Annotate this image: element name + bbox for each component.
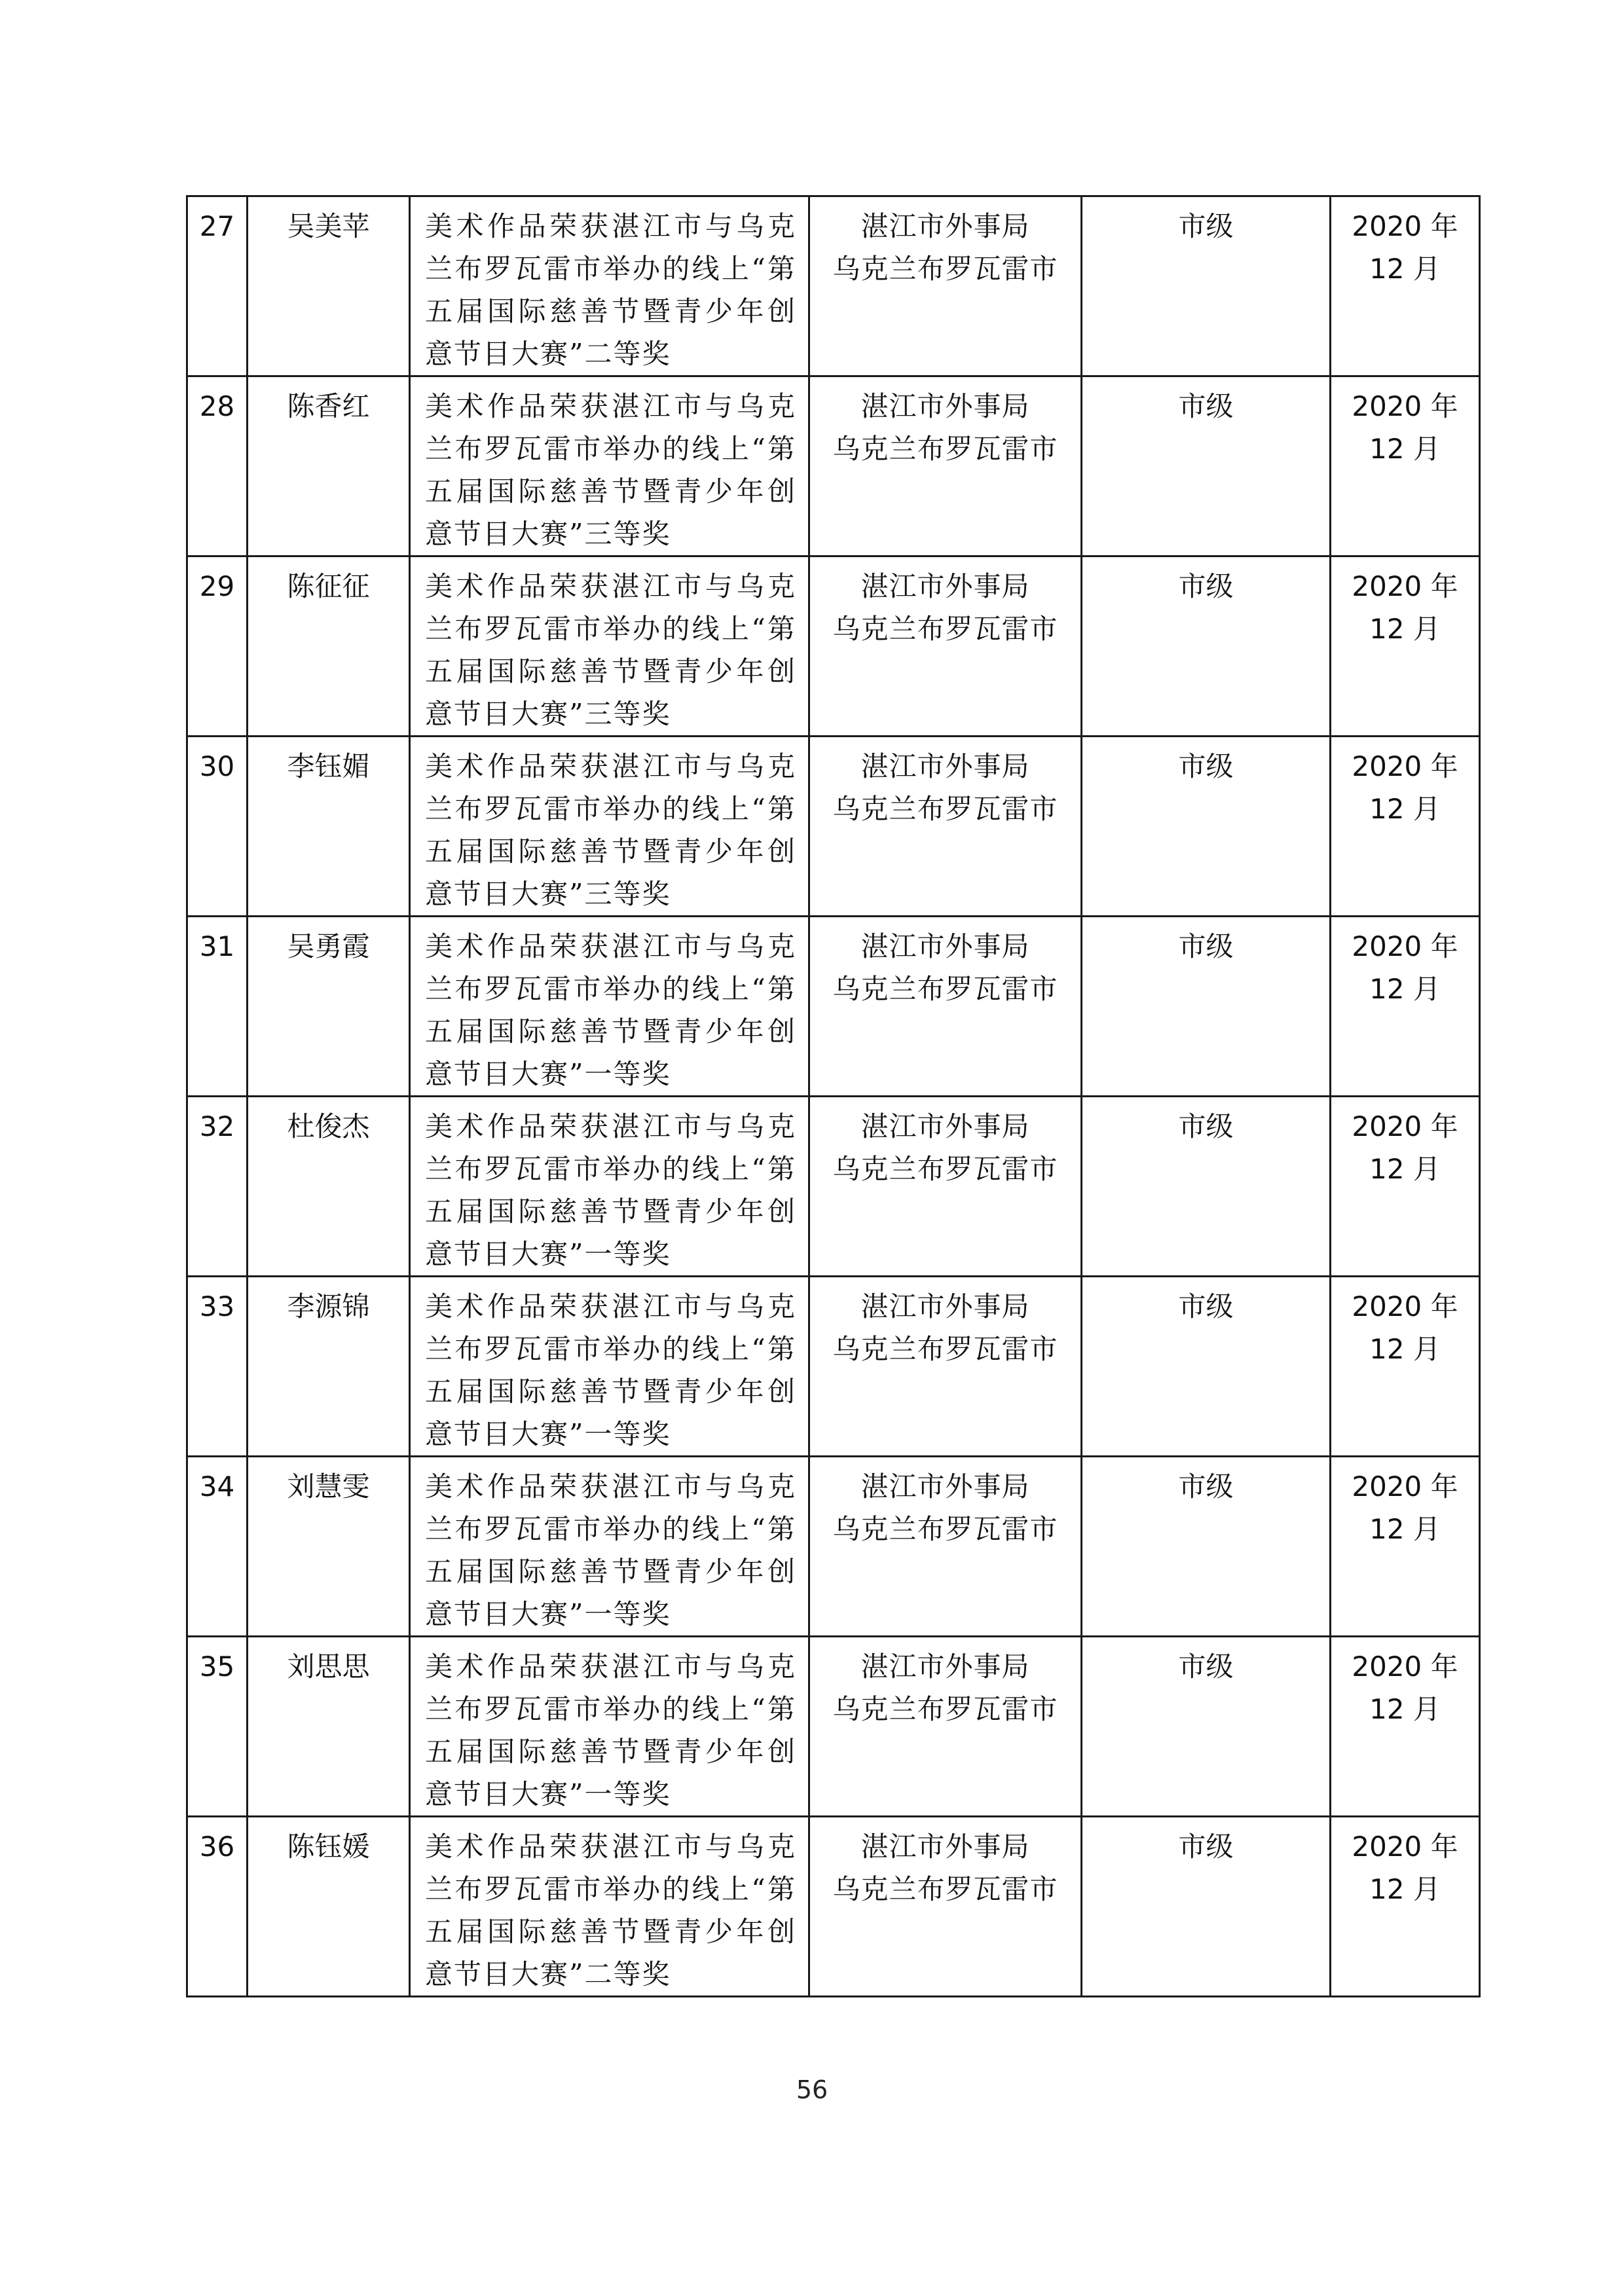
organizer-line-1: 湛江市外事局	[860, 1110, 1030, 1142]
table-row	[187, 1457, 1480, 1637]
award-year: 2020 年	[1352, 1110, 1458, 1142]
organizer	[809, 376, 1082, 556]
organizer-line-1: 湛江市外事局	[860, 1470, 1030, 1503]
row-number: 33	[187, 1277, 248, 1457]
student-name: 杜俊杰	[248, 1097, 410, 1277]
organizer-line-1: 湛江市外事局	[860, 750, 1030, 782]
table-row	[187, 917, 1480, 1097]
award-date	[1331, 917, 1480, 1097]
award-year: 2020 年	[1352, 1290, 1458, 1322]
row-number: 28	[187, 376, 248, 556]
row-number: 36	[187, 1817, 248, 1997]
award-month: 12 月	[1369, 1513, 1441, 1545]
organizer-line-2: 乌克兰布罗瓦雷市	[832, 1513, 1058, 1545]
table-row	[187, 196, 1480, 376]
organizer	[809, 196, 1082, 376]
organizer	[809, 1817, 1082, 1997]
organizer-line-1: 湛江市外事局	[860, 390, 1030, 422]
award-date	[1331, 376, 1480, 556]
award-description: 美术作品荣获湛江市与乌克兰布罗瓦雷市举办的线上“第五届国际慈善节暨青少年创意节目大赛”二等奖	[410, 196, 809, 376]
organizer-line-1: 湛江市外事局	[860, 210, 1030, 242]
organizer-line-2: 乌克兰布罗瓦雷市	[832, 973, 1058, 1005]
row-number: 35	[187, 1637, 248, 1817]
award-month: 12 月	[1369, 253, 1441, 285]
awards-table	[186, 195, 1481, 1997]
award-date	[1331, 556, 1480, 737]
award-month: 12 月	[1369, 793, 1441, 825]
organizer	[809, 1277, 1082, 1457]
award-description: 美术作品荣获湛江市与乌克兰布罗瓦雷市举办的线上“第五届国际慈善节暨青少年创意节目大赛”一等奖	[410, 1637, 809, 1817]
award-month: 12 月	[1369, 973, 1441, 1005]
organizer-line-2: 乌克兰布罗瓦雷市	[832, 793, 1058, 825]
organizer-line-2: 乌克兰布罗瓦雷市	[832, 433, 1058, 465]
award-year: 2020 年	[1352, 390, 1458, 422]
student-name: 吴美苹	[248, 196, 410, 376]
award-description: 美术作品荣获湛江市与乌克兰布罗瓦雷市举办的线上“第五届国际慈善节暨青少年创意节目大赛”二等奖	[410, 1817, 809, 1997]
row-number: 29	[187, 556, 248, 737]
award-year: 2020 年	[1352, 1470, 1458, 1503]
organizer	[809, 1637, 1082, 1817]
awards-table-body	[187, 196, 1480, 1997]
award-date	[1331, 1457, 1480, 1637]
award-level: 市级	[1082, 1097, 1331, 1277]
award-month: 12 月	[1369, 613, 1441, 645]
award-description: 美术作品荣获湛江市与乌克兰布罗瓦雷市举办的线上“第五届国际慈善节暨青少年创意节目大赛”一等奖	[410, 1457, 809, 1637]
row-number: 32	[187, 1097, 248, 1277]
organizer-line-2: 乌克兰布罗瓦雷市	[832, 1153, 1058, 1185]
award-year: 2020 年	[1352, 750, 1458, 782]
table-row	[187, 1097, 1480, 1277]
award-month: 12 月	[1369, 1873, 1441, 1905]
student-name: 刘慧雯	[248, 1457, 410, 1637]
table-row	[187, 1817, 1480, 1997]
organizer	[809, 556, 1082, 737]
page-number: 56	[796, 2075, 828, 2104]
award-level: 市级	[1082, 556, 1331, 737]
award-year: 2020 年	[1352, 930, 1458, 962]
award-year: 2020 年	[1352, 570, 1458, 602]
table-row	[187, 1637, 1480, 1817]
award-description: 美术作品荣获湛江市与乌克兰布罗瓦雷市举办的线上“第五届国际慈善节暨青少年创意节目大赛”三等奖	[410, 556, 809, 737]
award-year: 2020 年	[1352, 210, 1458, 242]
award-level: 市级	[1082, 917, 1331, 1097]
award-description: 美术作品荣获湛江市与乌克兰布罗瓦雷市举办的线上“第五届国际慈善节暨青少年创意节目大赛”一等奖	[410, 1277, 809, 1457]
table-row	[187, 1277, 1480, 1457]
student-name: 吴勇霞	[248, 917, 410, 1097]
organizer-line-1: 湛江市外事局	[860, 1650, 1030, 1683]
student-name: 李钰媚	[248, 737, 410, 917]
award-level: 市级	[1082, 1457, 1331, 1637]
organizer	[809, 737, 1082, 917]
award-level: 市级	[1082, 1817, 1331, 1997]
table-row	[187, 737, 1480, 917]
award-date	[1331, 1277, 1480, 1457]
award-month: 12 月	[1369, 1333, 1441, 1365]
organizer-line-2: 乌克兰布罗瓦雷市	[832, 1693, 1058, 1725]
organizer	[809, 1097, 1082, 1277]
award-description: 美术作品荣获湛江市与乌克兰布罗瓦雷市举办的线上“第五届国际慈善节暨青少年创意节目大赛”三等奖	[410, 737, 809, 917]
award-date	[1331, 1097, 1480, 1277]
organizer-line-1: 湛江市外事局	[860, 930, 1030, 962]
table-row	[187, 556, 1480, 737]
organizer-line-2: 乌克兰布罗瓦雷市	[832, 1333, 1058, 1365]
row-number: 34	[187, 1457, 248, 1637]
award-description: 美术作品荣获湛江市与乌克兰布罗瓦雷市举办的线上“第五届国际慈善节暨青少年创意节目大赛”一等奖	[410, 1097, 809, 1277]
table-row	[187, 376, 1480, 556]
award-date	[1331, 737, 1480, 917]
award-month: 12 月	[1369, 433, 1441, 465]
award-month: 12 月	[1369, 1153, 1441, 1185]
award-description: 美术作品荣获湛江市与乌克兰布罗瓦雷市举办的线上“第五届国际慈善节暨青少年创意节目大赛”一等奖	[410, 917, 809, 1097]
award-date	[1331, 1637, 1480, 1817]
student-name: 刘思思	[248, 1637, 410, 1817]
organizer-line-2: 乌克兰布罗瓦雷市	[832, 1873, 1058, 1905]
row-number: 31	[187, 917, 248, 1097]
award-level: 市级	[1082, 376, 1331, 556]
award-date	[1331, 1817, 1480, 1997]
award-year: 2020 年	[1352, 1650, 1458, 1683]
award-level: 市级	[1082, 196, 1331, 376]
student-name: 陈钰媛	[248, 1817, 410, 1997]
row-number: 30	[187, 737, 248, 917]
award-date	[1331, 196, 1480, 376]
award-year: 2020 年	[1352, 1831, 1458, 1863]
organizer	[809, 917, 1082, 1097]
student-name: 李源锦	[248, 1277, 410, 1457]
award-month: 12 月	[1369, 1693, 1441, 1725]
organizer-line-1: 湛江市外事局	[860, 570, 1030, 602]
award-level: 市级	[1082, 1277, 1331, 1457]
organizer-line-1: 湛江市外事局	[860, 1831, 1030, 1863]
organizer-line-2: 乌克兰布罗瓦雷市	[832, 253, 1058, 285]
organizer-line-2: 乌克兰布罗瓦雷市	[832, 613, 1058, 645]
award-level: 市级	[1082, 737, 1331, 917]
organizer	[809, 1457, 1082, 1637]
student-name: 陈香红	[248, 376, 410, 556]
award-level: 市级	[1082, 1637, 1331, 1817]
row-number: 27	[187, 196, 248, 376]
organizer-line-1: 湛江市外事局	[860, 1290, 1030, 1322]
award-description: 美术作品荣获湛江市与乌克兰布罗瓦雷市举办的线上“第五届国际慈善节暨青少年创意节目大赛”三等奖	[410, 376, 809, 556]
student-name: 陈征征	[248, 556, 410, 737]
